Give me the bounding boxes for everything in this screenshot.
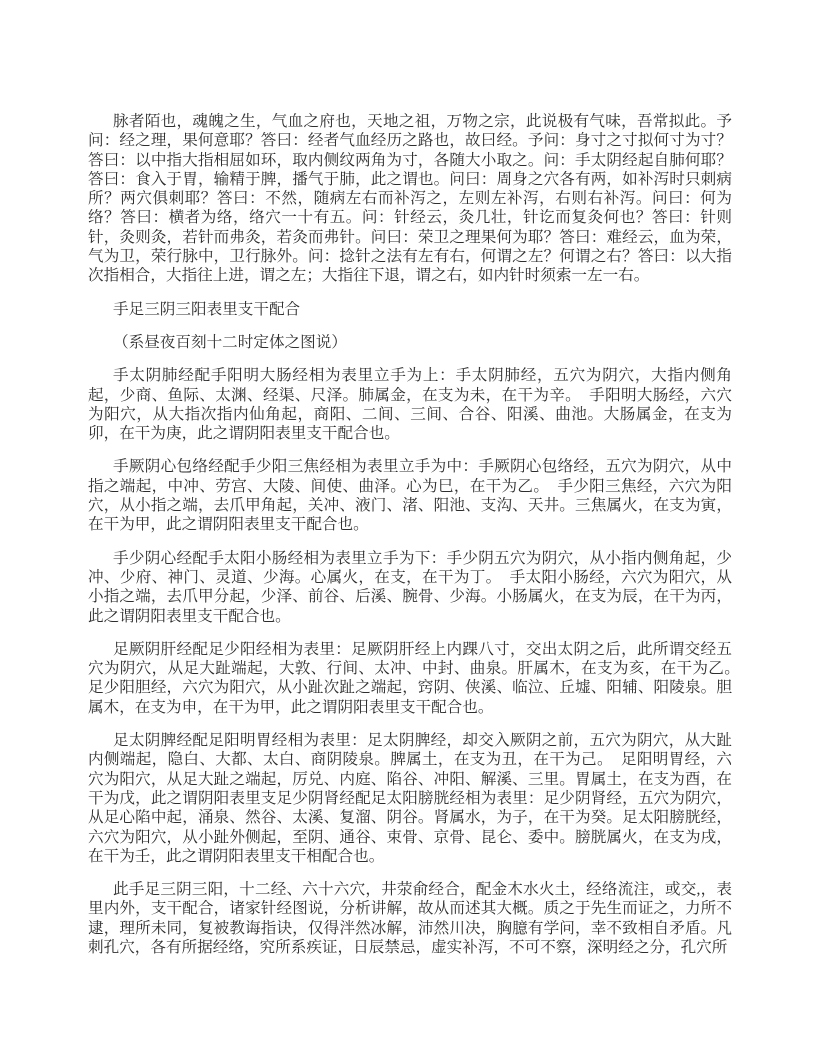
paragraph-summary: 此手足三阴三阳，十二经、六十六穴，井荥俞经合，配金木水火土，经络流注，或交,，表里内外，支干配合，诸家针经图说，分析讲解，故从而述其大概。质之于先生而证之，力所不逮，理所未同，复被教诲指诀，仅得泮然冰解，沛然川决，胸臆有学问，幸不致相自矛盾。凡刺孔穴，各有所据经络，究所系疾证，日辰禁忌，虚实补泻，不可不察，深明经之分，孔穴所 xyxy=(88,881,732,956)
section-heading: 手足三阴三阳表里支干配合 xyxy=(113,300,301,318)
paragraph-heart-small-intestine: 手少阴心经配手太阳小肠经相为表里立手为下：手少阴五穴为阴穴，从小指内侧角起，少冲、少府、神门、灵道、少海。心属火，在支，在干为丁。 手太阳小肠经，六穴为阳穴，从小指之端，去爪甲分起，少泽、前谷、后溪、腕骨、少海。小肠属火，在支为辰，在干为丙，此之谓阴阳表里支干配合也。 xyxy=(88,549,732,625)
document-content xyxy=(88,112,748,971)
paragraph-liver-gallbladder: 足厥阴肝经配足少阳经相为表里：足厥阴肝经上内踝八寸，交出太阴之后，此所谓交经五穴为阴穴，从足大趾端起，大敦、行间、太冲、中封、曲泉。肝属木，在支为亥，在干为乙。 足少阳胆经，六穴为阳穴，从小趾次趾之端起，窍阴、侠溪、临泣、丘墟、阳辅、阳陵泉。胆属木，在支为申，在干为甲，此之谓阴阳表里支干配合也。 xyxy=(88,640,748,716)
paragraph-spleen-stomach-kidney-bladder: 足太阴脾经配足阳明胃经相为表里：足太阴脾经，却交入厥阴之前，五穴为阴穴，从大趾内侧端起，隐白、大都、太白、商阴陵泉。脾属土，在支为丑，在干为己。 足阳明胃经，六穴为阳穴，从足大趾之端起，厉兑、内庭、陷谷、冲阳、解溪、三里。胃属土，在支为酉，在干为戊，此之谓阴阳表里支足少阴肾经配足太阳膀胱经相为表里：足少阴肾经，五穴为阴穴，从足心陷中起，涌泉、然谷、太溪、复溜、阴谷。肾属水，为子，在干为癸。足太阳膀胱经，六穴为阳穴，从小趾外侧起，至阴、通谷、束骨、京骨、昆仑、委中。膀胱属火，在支为戌，在干为壬，此之谓阴阳表里支干相配合也。 xyxy=(88,732,732,865)
paragraph-pericardium-sanjiao: 手厥阴心包络经配手少阳三焦经相为表里立手为中：手厥阴心包络经，五穴为阴穴，从中指之端起，中冲、劳宫、大陵、间使、曲泽。心为巳，在干为乙。 手少阳三焦经，六穴为阳穴，从小指之端，去爪甲角起，关冲、液门、渚、阳池、支沟、天井。三焦属火，在支为寅，在干为甲，此之谓阴阳表里支干配合也。 xyxy=(88,458,732,534)
paragraph-lung-large-intestine: 手太阴肺经配手阳明大肠经相为表里立手为上：手太阴肺经，五穴为阴穴，大指内侧角起，少商、鱼际、太渊、经渠、尺泽。肺属金，在支为未，在干为辛。 手阳明大肠经，六穴为阳穴，从大指次指内仙角起，商阳、二间、三间、合谷、阳溪、曲池。大肠属金，在支为卯，在干为庚，此之谓阴阳表里支干配合也。 xyxy=(88,367,732,443)
paragraph-pulse-qa: 脉者陌也，魂魄之生，气血之府也，天地之祖，万物之宗，此说极有气味，吾常拟此。予问：经之理，果何意耶？答曰：经者气血经历之路也，故曰经。予问：身寸之寸拟何寸为寸？答曰：以中指大指相屈如环，取内侧纹两角为寸，各随大小取之。问：手太阴经起自肺何耶？答曰：食入于胃，输精于脾，播气于肺，此之谓也。问曰：周身之穴各有两，如补泻时只刺病所？两穴俱刺耶？答曰：不然，随病左右而补泻之，左则左补泻，右则右补泻。问曰：何为络？答曰：横者为络，络穴一十有五。问：针经云，灸几壮，针讫而复灸何也？答曰：针则针，灸则灸，若针而弗灸，若灸而弗针。问曰：荣卫之理果何为耶？答曰：难经云，血为荣，气为卫，荣行脉中，卫行脉外。问：捻针之法有左有右，何谓之左？何谓之右？答曰：以大指次指相合，大指往上进，谓之左；大指往下退，谓之右，如内针时须索一左一右。 xyxy=(88,113,732,285)
section-subtitle: （系昼夜百刻十二时定体之图说） xyxy=(113,333,347,351)
